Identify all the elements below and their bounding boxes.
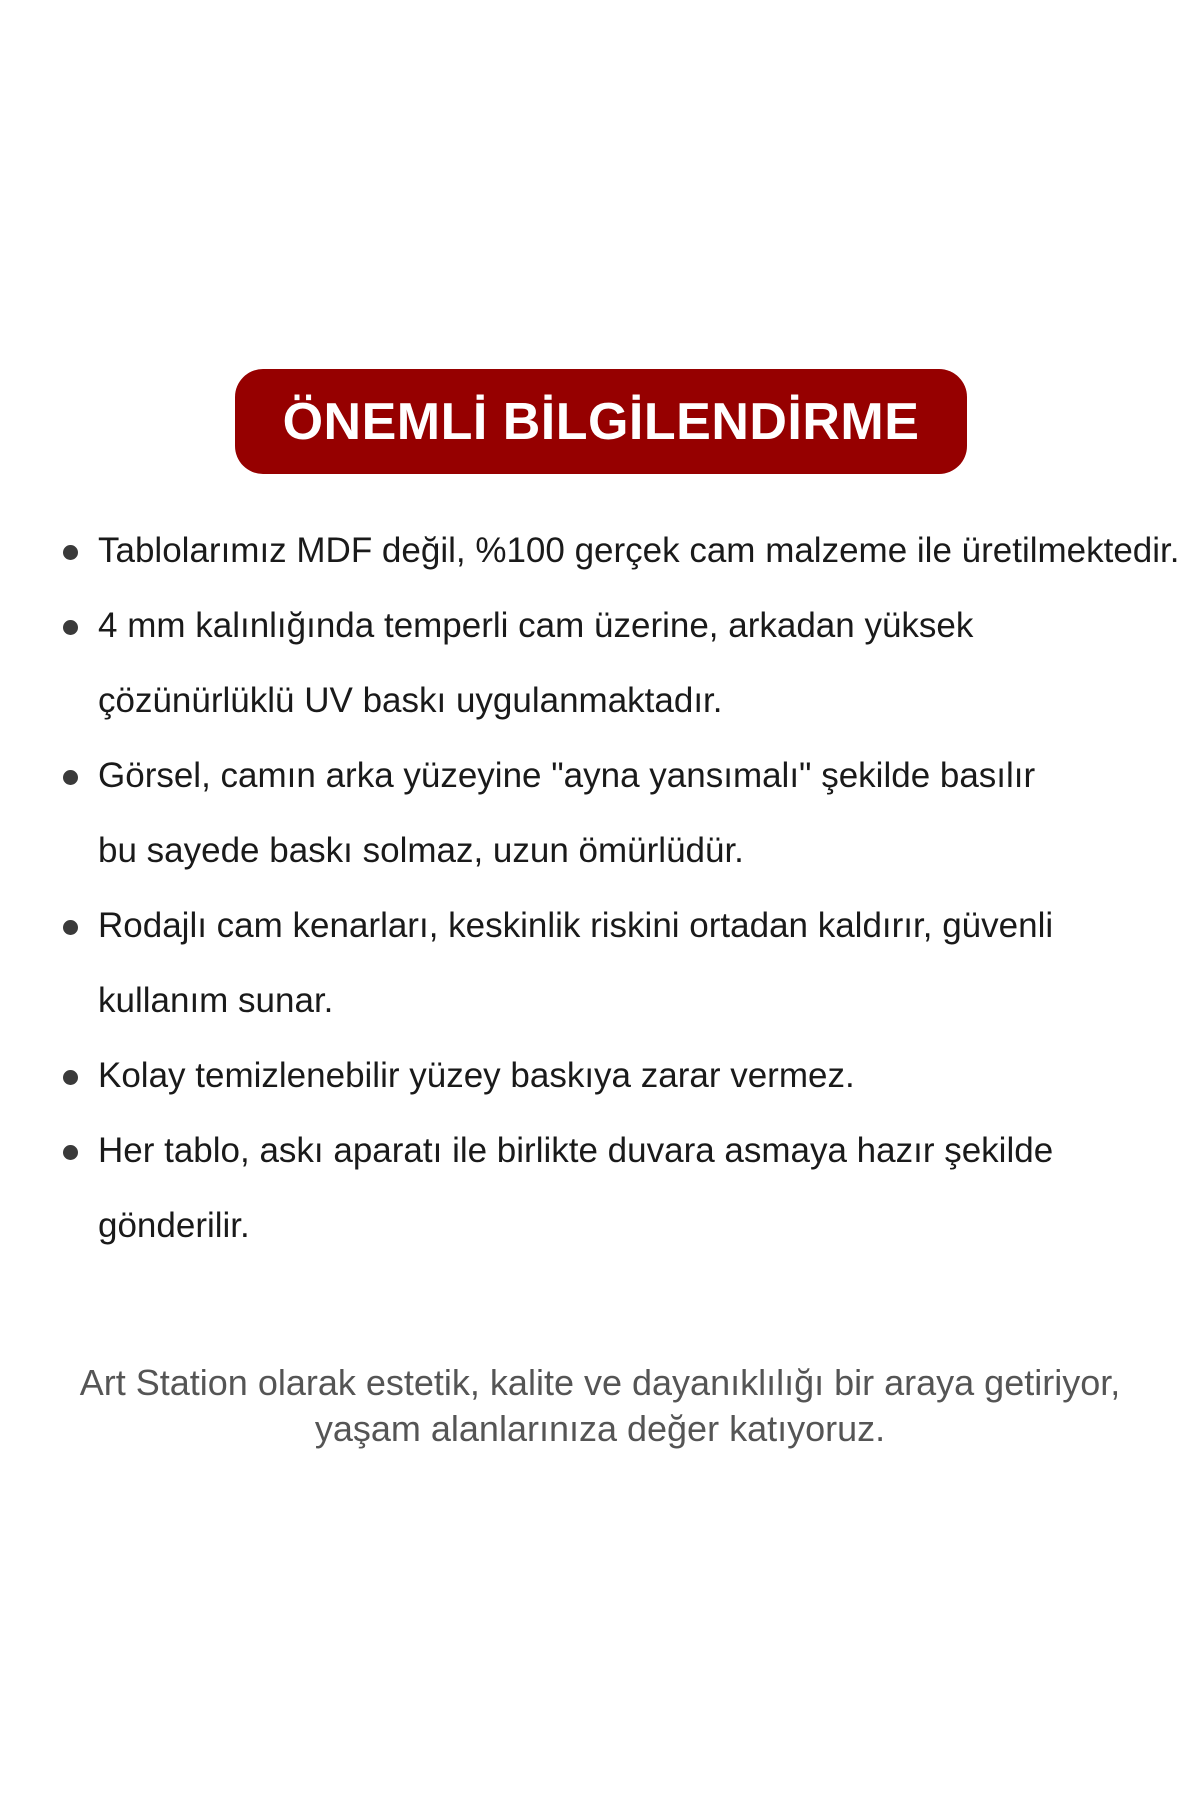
bullet-icon — [63, 1070, 78, 1085]
list-item-line: Kolay temizlenebilir yüzey baskıya zarar vermez. — [98, 1056, 855, 1095]
bullet-icon — [63, 770, 78, 785]
page-title: ÖNEMLİ BİLGİLENDİRME — [282, 392, 920, 451]
list-item-line: Tablolarımız MDF değil, %100 gerçek cam malzeme ile üretilmektedir. — [98, 531, 1180, 570]
list-item-line: Her tablo, askı aparatı ile birlikte duvara asmaya hazır şekilde — [98, 1131, 1054, 1170]
list-item-line: gönderilir. — [98, 1206, 250, 1245]
list-item-line: bu sayede baskı solmaz, uzun ömürlüdür. — [98, 831, 744, 870]
bullet-icon — [63, 920, 78, 935]
list-item-line: Görsel, camın arka yüzeyine "ayna yansımalı" şekilde basılır — [98, 756, 1036, 795]
bullet-icon — [63, 1145, 78, 1160]
footer-note-line-1: Art Station olarak estetik, kalite ve dayanıklılığı bir araya getiriyor, — [79, 1362, 1121, 1403]
bullet-icon — [63, 545, 78, 560]
list-item-line: Rodajlı cam kenarları, keskinlik riskini ortadan kaldırır, güvenli — [98, 906, 1054, 945]
list-item-line: çözünürlüklü UV baskı uygulanmaktadır. — [98, 681, 723, 720]
title-banner — [235, 369, 967, 474]
bullet-icon — [63, 620, 78, 635]
list-item-line: 4 mm kalınlığında temperli cam üzerine, arkadan yüksek — [98, 606, 974, 645]
list-item-line: kullanım sunar. — [98, 981, 334, 1020]
footer-note-line-2: yaşam alanlarınıza değer katıyoruz. — [314, 1408, 886, 1449]
